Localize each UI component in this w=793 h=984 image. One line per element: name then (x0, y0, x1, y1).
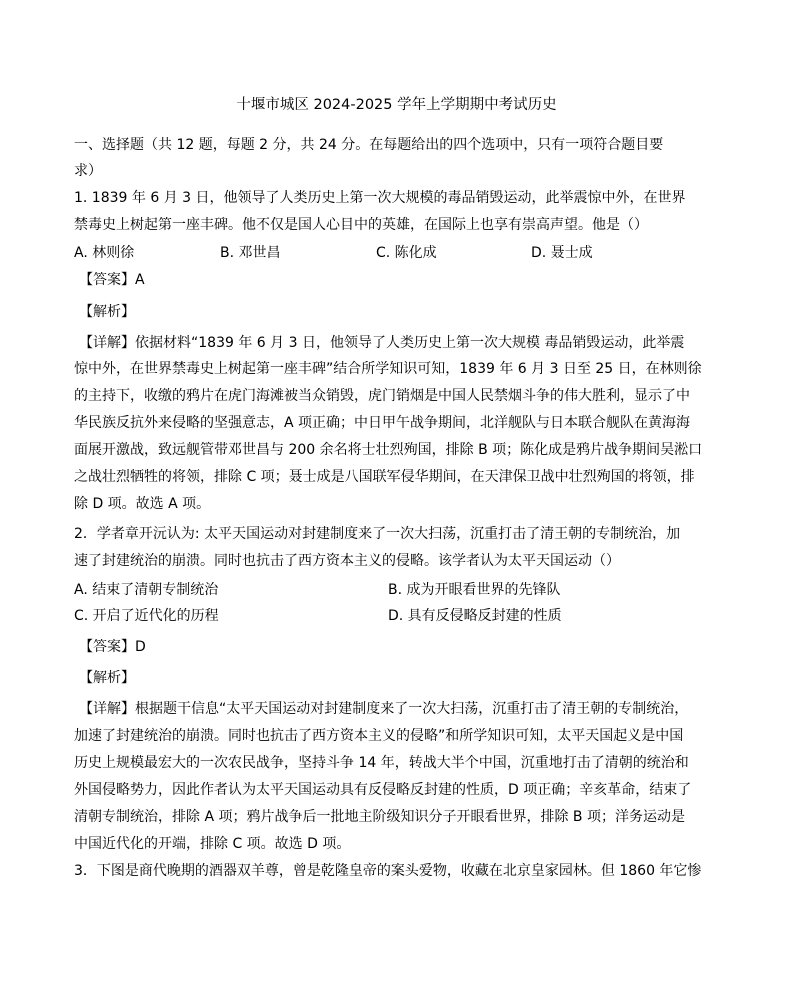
q1-detail-line-6: 之战壮烈牺牲的将领，排除 C 项；聂士成是八国联军侵华期间，在天津保卫战中壮烈殉国的将领，排 (74, 469, 695, 485)
q2-analysis-label: 【解析】 (79, 670, 135, 686)
q2-detail-line-2: 加速了封建统治的崩溃。同时也抗击了西方资本主义的侵略”和所学知识可知，太平天国起义是中国 (74, 728, 684, 744)
q1-detail-line-1: 【详解】依据材料“1839 年 6 月 3 日，他领导了人类历史上第一次大规模 毒品销毁运动，此举震 (79, 335, 685, 351)
q2-option-b: B. 成为开眼看世界的先锋队 (388, 582, 561, 598)
q1-option-a: A. 林则徐 (74, 245, 135, 261)
q3-stem-line-1: 3．下图是商代晚期的酒器双羊尊，曾是乾隆皇帝的案头爱物，收藏在北京皇家园林。但 1860 年它惨 (74, 863, 702, 879)
section-heading-line-1: 一、选择题（共 12 题，每题 2 分，共 24 分。在每题给出的四个选项中，只有一项符合题目要 (74, 137, 664, 153)
q1-stem-line-1: 1. 1839 年 6 月 3 日，他领导了人类历史上第一次大规模的毒品销毁运动，此举震惊中外，在世界 (74, 190, 686, 206)
q2-stem-line-2: 速了封建统治的崩溃。同时也抗击了西方资本主义的侵略。该学者认为太平天国运动（） (74, 553, 620, 569)
q2-stem-line-1: 2．学者章开沅认为: 太平天国运动对封建制度来了一次大扫荡，沉重打击了清王朝的专制统治，加 (74, 526, 681, 542)
q2-detail-line-6: 中国近代化的开端，排除 C 项。故选 D 项。 (74, 836, 351, 852)
q2-detail-line-3: 历史上规模最宏大的一次农民战争，坚持斗争 14 年，转战大半个中国，沉重地打击了清朝的统治和 (74, 755, 689, 771)
q2-option-c: C. 开启了近代化的历程 (74, 608, 219, 624)
q1-detail-line-2: 惊中外，在世界禁毒史上树起第一座丰碑”结合所学知识可知，1839 年 6 月 3 日至 25 日，在林则徐 (74, 361, 702, 377)
q1-option-c: C. 陈化成 (376, 245, 437, 261)
q2-option-a: A. 结束了清朝专制统治 (74, 582, 219, 598)
q1-detail-line-3: 的主持下，收缴的鸦片在虎门海滩被当众销毁，虎门销烟是中国人民禁烟斗争的伟大胜利，显示了中 (74, 388, 690, 404)
q2-answer: 【答案】D (79, 639, 146, 655)
page-title: 十堰市城区 2024-2025 学年上学期期中考试历史 (236, 97, 557, 113)
q1-detail-line-7: 除 D 项。故选 A 项。 (74, 496, 211, 512)
q2-detail-line-5: 清朝专制统治，排除 A 项；鸦片战争后一批地主阶级知识分子开眼看世界，排除 B 项；洋务运动是 (74, 809, 685, 825)
section-heading-line-2: 求） (74, 163, 102, 179)
q1-stem-line-2: 禁毒史上树起第一座丰碑。他不仅是国人心目中的英雄，在国际上也享有崇高声望。他是（） (74, 217, 648, 233)
q1-analysis-label: 【解析】 (79, 304, 135, 320)
q1-detail-line-5: 面展开激战，致远舰管带邓世昌与 200 余名将士壮烈殉国，排除 B 项；陈化成是鸦片战争期间吴淞口 (74, 442, 703, 458)
q1-detail-line-4: 华民族反抗外来侵略的坚强意志，A 项正确；中日甲午战争期间，北洋舰队与日本联合舰队在黄海海 (74, 415, 691, 431)
q2-option-d: D. 具有反侵略反封建的性质 (388, 608, 562, 624)
q2-detail-line-4: 外国侵略势力，因此作者认为太平天国运动具有反侵略反封建的性质，D 项正确；辛亥革命，结束了 (74, 782, 692, 798)
q1-option-d: D. 聂士成 (531, 245, 593, 261)
q1-option-b: B. 邓世昌 (220, 245, 281, 261)
q2-detail-line-1: 【详解】根据题干信息“太平天国运动对封建制度来了一次大扫荡，沉重打击了清王朝的专制统治， (79, 701, 689, 717)
q1-answer: 【答案】A (79, 272, 145, 288)
